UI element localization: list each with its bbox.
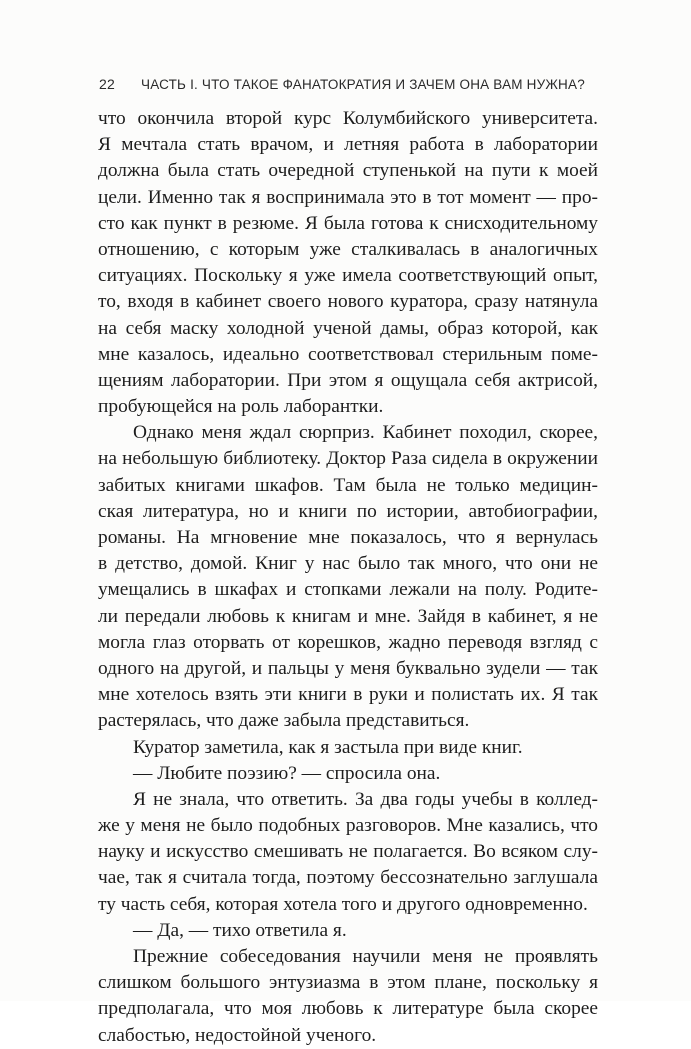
text-line: могла глаз оторвать от корешков, жадно переводя взгляд с [98, 631, 598, 653]
text-line: на небольшую библиотеку. Доктор Раза сидела в окружении [98, 448, 598, 470]
page-number: 22 [99, 76, 115, 92]
text-line: мне казалось, идеально соответствовал стерильным поме- [98, 343, 598, 365]
text-line: ская литература, но и книги по истории, автобиографии, [98, 500, 598, 522]
text-line: же у меня не было подобных разговоров. Мне казались, что [98, 815, 598, 837]
text-line: то, входя в кабинет своего нового куратора, сразу натянула [98, 291, 598, 313]
text-line: цели. Именно так я воспринимала это в тот момент — про- [98, 186, 598, 208]
text-line: романы. На мгновение мне показалось, что я вернулась [98, 527, 598, 548]
paragraph-start-line: Я не знала, что ответить. За два годы учебы в коллед- [133, 788, 598, 810]
text-line: забитых книгами шкафов. Там была не только медицин- [98, 474, 598, 496]
text-line: слишком большого энтузиазма в этом плане, поскольку я [98, 972, 598, 994]
paragraph-end-line: слабостью, недостойной ученого. [98, 1024, 377, 1046]
text-line: должна была стать очередной ступенькой на пути к моей [98, 160, 598, 182]
text-line: сто как пункт в резюме. Я была готова к снисходительному [98, 212, 598, 234]
text-line: щениям лаборатории. При этом я ощущала себя актрисой, [98, 369, 598, 391]
dialogue-line: — Любите поэзию? — спросила она. [133, 762, 441, 784]
paragraph-end-line: пробующейся на роль лаборантки. [98, 396, 384, 418]
text-line: умещались в шкафах и стопками лежали на полу. Родите- [98, 579, 598, 601]
text-line: Я мечтала стать врачом, и летняя работа в лаборатории [98, 134, 598, 156]
text-line: чае, так я считала тогда, поэтому бессознательно заглушала [98, 867, 598, 889]
paragraph-line: Куратор заметила, как я застыла при виде книг. [133, 736, 523, 758]
text-line: одного на другой, и пальцы у меня буквально зудели — так [98, 657, 598, 679]
paragraph-end-line: ту часть себя, которая хотела того и другого одновременно. [98, 893, 588, 915]
text-line: отношению, с которым уже сталкивалась в аналогичных [98, 238, 598, 260]
running-head [99, 76, 585, 92]
text-line: в детство, домой. Книг у нас было так много, что они не [98, 553, 598, 575]
text-line: предполагала, что моя любовь к литературе была скорее [98, 998, 598, 1020]
text-line: мне хотелось взять эти книги в руки и полистать их. Я так [98, 684, 598, 706]
text-line: ситуациях. Поскольку я уже имела соответствующий опыт, [98, 265, 598, 287]
paragraph-end-line: растерялась, что даже забыла представиться. [98, 710, 470, 732]
body-text [98, 106, 598, 1049]
dialogue-line: — Да, — тихо ответила я. [133, 919, 347, 941]
text-line: что окончила второй курс Колумбийского университета. [98, 108, 598, 129]
paragraph-start-line: Однако меня ждал сюрприз. Кабинет походил, скорее, [133, 422, 598, 444]
text-line: ли передали любовь к книгам и мне. Зайдя в кабинет, я не [98, 605, 598, 627]
paragraph-start-line: Прежние собеседования научили меня не проявлять [133, 946, 598, 967]
section-title: ЧАСТЬ I. ЧТО ТАКОЕ ФАНАТОКРАТИЯ И ЗАЧЕМ ОНА ВАМ НУЖНА? [141, 77, 585, 92]
text-line: науку и искусство смешивать не полагается. Во всяком слу- [98, 841, 598, 863]
text-line: на себя маску холодной ученой дамы, образ которой, как [98, 317, 598, 339]
